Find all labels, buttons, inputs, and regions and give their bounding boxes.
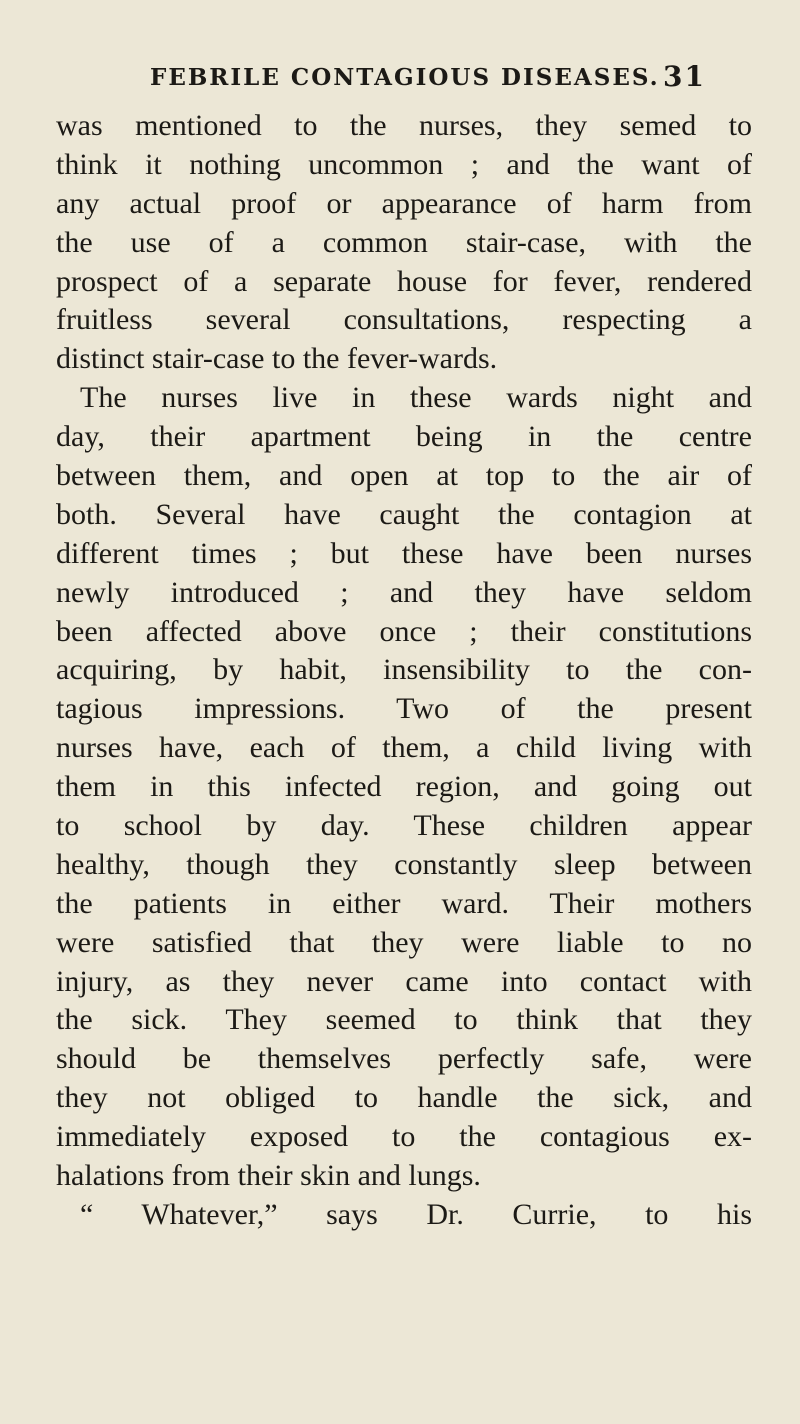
text-line: any actual proof or appearance of harm from: [56, 186, 752, 220]
text-line: healthy, though they constantly sleep between: [56, 847, 752, 881]
text-line: “ Whatever,” says Dr. Currie, to his: [80, 1197, 752, 1231]
text-line: between them, and open at top to the air of: [56, 459, 752, 493]
text-line: the sick. They seemed to think that they: [56, 1003, 752, 1037]
text-line: were satisfied that they were liable to no: [56, 925, 752, 959]
text-line: newly introduced ; and they have seldom: [56, 575, 752, 609]
text-line: should be themselves perfectly safe, were: [56, 1042, 752, 1076]
text-line: prospect of a separate house for fever, rendered: [56, 264, 752, 298]
text-line: been affected above once ; their constitutions: [56, 614, 752, 648]
text-line: the patients in either ward. Their mothers: [56, 886, 752, 920]
text-line: immediately exposed to the contagious ex-: [56, 1120, 752, 1154]
text-line: think it nothing uncommon ; and the want of: [56, 147, 752, 181]
text-line: was mentioned to the nurses, they semed to: [56, 109, 752, 142]
text-line: both. Several have caught the contagion at: [56, 497, 752, 531]
running-head: [150, 60, 710, 100]
text-line: injury, as they never came into contact with: [56, 964, 752, 998]
page-number: 31: [663, 60, 706, 93]
text-line: different times ; but these have been nurses: [56, 536, 752, 570]
text-line: to school by day. These children appear: [56, 809, 752, 843]
text-line: acquiring, by habit, insensibility to the con-: [56, 653, 752, 687]
body-text: [56, 107, 752, 1235]
text-line: distinct stair-case to the fever-wards.: [56, 342, 498, 376]
text-line: tagious impressions. Two of the present: [56, 692, 752, 726]
text-line: day, their apartment being in the centre: [56, 420, 752, 454]
text-line: them in this infected region, and going out: [56, 770, 752, 804]
running-head-title: FEBRILE CONTAGIOUS DISEASES.: [150, 64, 660, 91]
text-line: nurses have, each of them, a child living with: [56, 731, 752, 765]
text-line: the use of a common stair-case, with the: [56, 225, 752, 259]
text-line: fruitless several consultations, respecting a: [56, 303, 752, 337]
text-line: The nurses live in these wards night and: [80, 381, 752, 415]
text-line: they not obliged to handle the sick, and: [56, 1081, 752, 1115]
text-line: halations from their skin and lungs.: [56, 1159, 481, 1193]
